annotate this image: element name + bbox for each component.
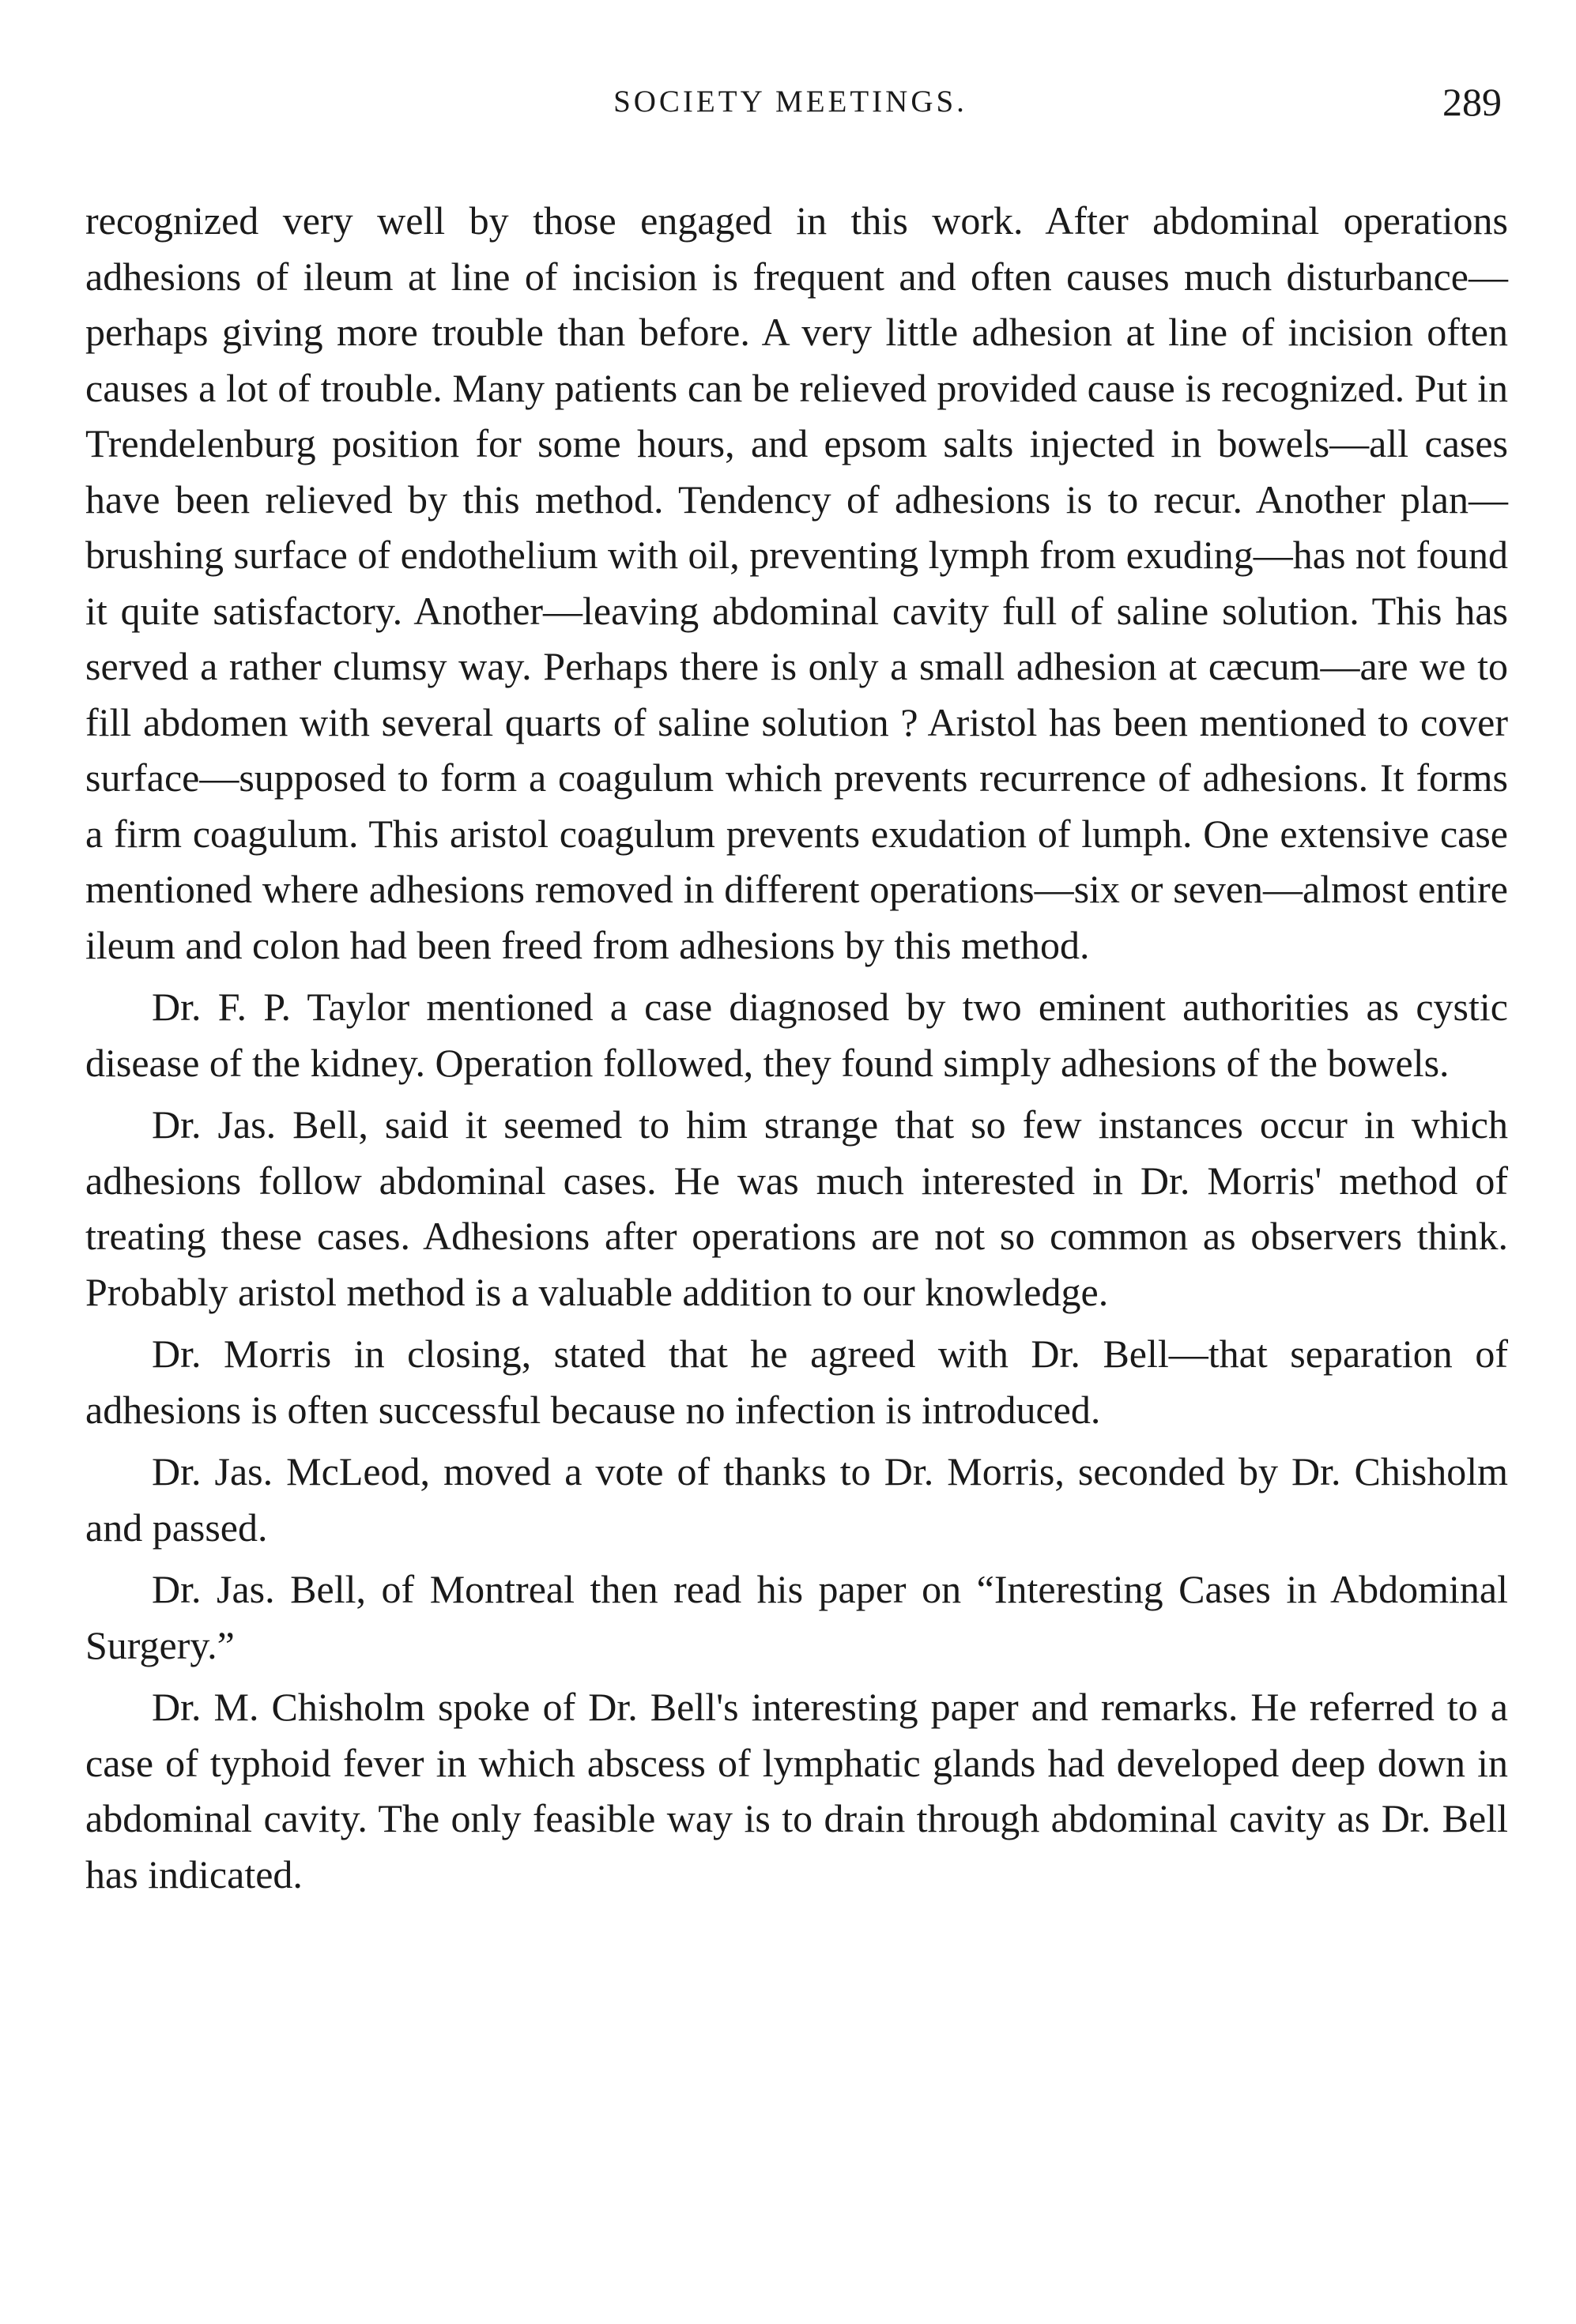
paragraph-chisholm: Dr. M. Chisholm spoke of Dr. Bell's interesting paper and remarks. He referred to a case of typhoid fever in which abscess of lymphatic glands had developed deep down in abdominal cavity. The only feasible way is to drain through abdominal cavity as Dr. Bell has indicated.	[85, 1685, 1508, 1896]
paragraph-continued: recognized very well by those engaged in this work. After abdominal operations adhesions of ileum at line of incision is frequent and often causes much disturbance—perhaps giving more trouble than before. A very little adhesion at line of incision often causes a lot of trouble. Many patients can be relieved provided cause is recognized. Put in Trendelenburg position for some hours, and epsom salts injected in bowels—all cases have been relieved by this method. Tendency of adhesions is to recur. Another plan—brushing surface of endothelium with oil, preventing lymph from exuding—has not found it quite satisfactory. Another—leaving abdominal cavity full of saline solution. This has served a rather clumsy way. Perhaps there is only a small adhesion at cæcum—are we to fill abdomen with several quarts of saline solution ? Aristol has been mentioned to cover surface—supposed to form a coagulum which prevents recurrence of adhesions. It forms a firm coagulum. This aristol coagulum prevents exudation of lumph. One extensive case mentioned where adhesions removed in different operations—six or seven—almost entire ileum and colon had been freed from adhesions by this method.	[85, 198, 1508, 967]
paragraph-morris-closing: Dr. Morris in closing, stated that he agreed with Dr. Bell—that separation of adhesions is often successful because no infection is introduced.	[85, 1331, 1508, 1432]
paragraph-bell-remarks: Dr. Jas. Bell, said it seemed to him strange that so few instances occur in which adhesions follow abdominal cases. He was much interested in Dr. Morris' method of treating these cases. Adhesions after operations are not so common as observers think. Probably aristol method is a valuable addition to our knowledge.	[85, 1102, 1508, 1314]
running-title: SOCIETY MEETINGS.	[613, 85, 967, 119]
paragraph-taylor: Dr. F. P. Taylor mentioned a case diagnosed by two eminent authorities as cystic disease of the kidney. Operation followed, they found simply adhesions of the bowels.	[85, 985, 1508, 1085]
body-text	[85, 193, 1508, 1908]
page-number: 289	[1442, 80, 1502, 124]
running-head	[79, 73, 1502, 128]
paragraph-bell-paper: Dr. Jas. Bell, of Montreal then read his paper on “Interesting Cases in Abdominal Surgery.”	[85, 1567, 1508, 1667]
paragraph-mcleod-vote: Dr. Jas. McLeod, moved a vote of thanks to Dr. Morris, seconded by Dr. Chisholm and passed.	[85, 1449, 1508, 1550]
